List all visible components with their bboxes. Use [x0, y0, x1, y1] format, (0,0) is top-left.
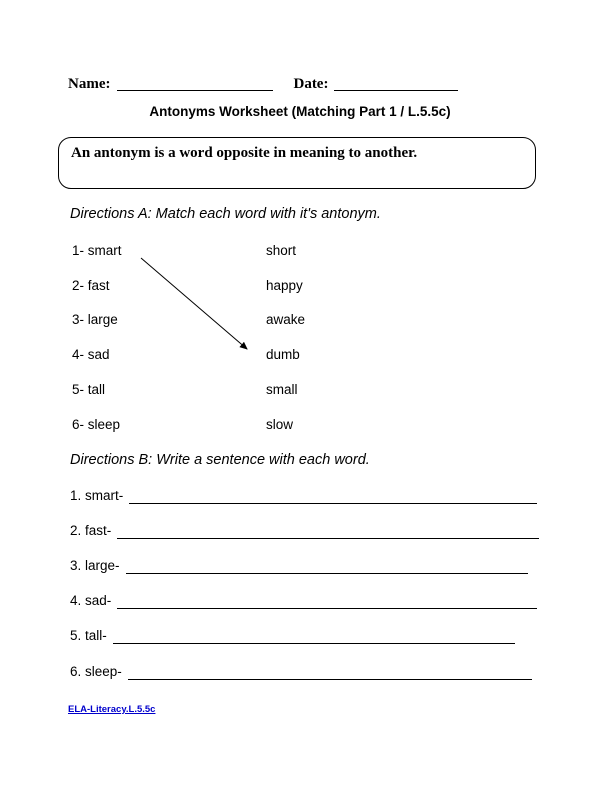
directions-b: Directions B: Write a sentence with each word.	[70, 452, 370, 468]
page-title: Antonyms Worksheet (Matching Part 1 / L.5.5c)	[149, 104, 451, 119]
match-word-right: dumb	[266, 347, 300, 363]
sentence-section	[70, 469, 540, 680]
date-blank-line	[334, 86, 458, 91]
sentence-prompt: 2. fast-	[70, 523, 112, 539]
match-row	[72, 407, 402, 442]
match-word-right: short	[266, 242, 297, 258]
sentence-prompt: 6. sleep-	[70, 663, 122, 679]
sentence-prompt: 1. smart-	[70, 488, 124, 504]
match-word-left: 4- sad	[72, 347, 110, 363]
sentence-prompt: 5. tall-	[70, 628, 107, 644]
date-label: Date:	[293, 76, 329, 92]
sentence-row	[70, 609, 540, 644]
sentence-row	[70, 574, 540, 609]
definition-text: An antonym is a word opposite in meaning to another.	[71, 145, 418, 161]
match-row	[72, 372, 402, 407]
name-label: Name:	[68, 76, 111, 92]
match-row	[72, 233, 402, 268]
match-word-left: 6- sleep	[72, 416, 121, 432]
name-date-row	[68, 76, 458, 93]
ela-literacy-standard-link[interactable]: ELA-Literacy.L.5.5c	[68, 704, 156, 715]
sentence-blank-line	[126, 570, 528, 574]
matching-section	[72, 233, 402, 442]
match-word-left: 2- fast	[72, 277, 110, 293]
sentence-row	[70, 469, 540, 504]
match-word-left: 5- tall	[72, 382, 106, 398]
definition-box	[58, 137, 536, 189]
sentence-blank-line	[128, 676, 532, 680]
sentence-row	[70, 644, 540, 679]
sentence-row	[70, 539, 540, 574]
sentence-blank-line	[129, 500, 537, 504]
match-word-right: slow	[266, 416, 294, 432]
match-row	[72, 268, 402, 303]
match-word-right: awake	[266, 312, 306, 328]
sentence-prompt: 3. large-	[70, 558, 120, 574]
match-word-left: 1- smart	[72, 242, 122, 258]
name-blank-line	[117, 86, 273, 91]
sentence-blank-line	[113, 640, 515, 644]
directions-a: Directions A: Match each word with it's antonym.	[70, 206, 381, 222]
sentence-blank-line	[117, 605, 537, 609]
match-word-left: 3- large	[72, 312, 118, 328]
sentence-prompt: 4. sad-	[70, 593, 112, 609]
match-word-right: happy	[266, 277, 303, 293]
sentence-blank-line	[117, 535, 539, 539]
match-word-right: small	[266, 382, 298, 398]
sentence-row	[70, 504, 540, 539]
match-row	[72, 303, 402, 338]
match-row	[72, 337, 402, 372]
